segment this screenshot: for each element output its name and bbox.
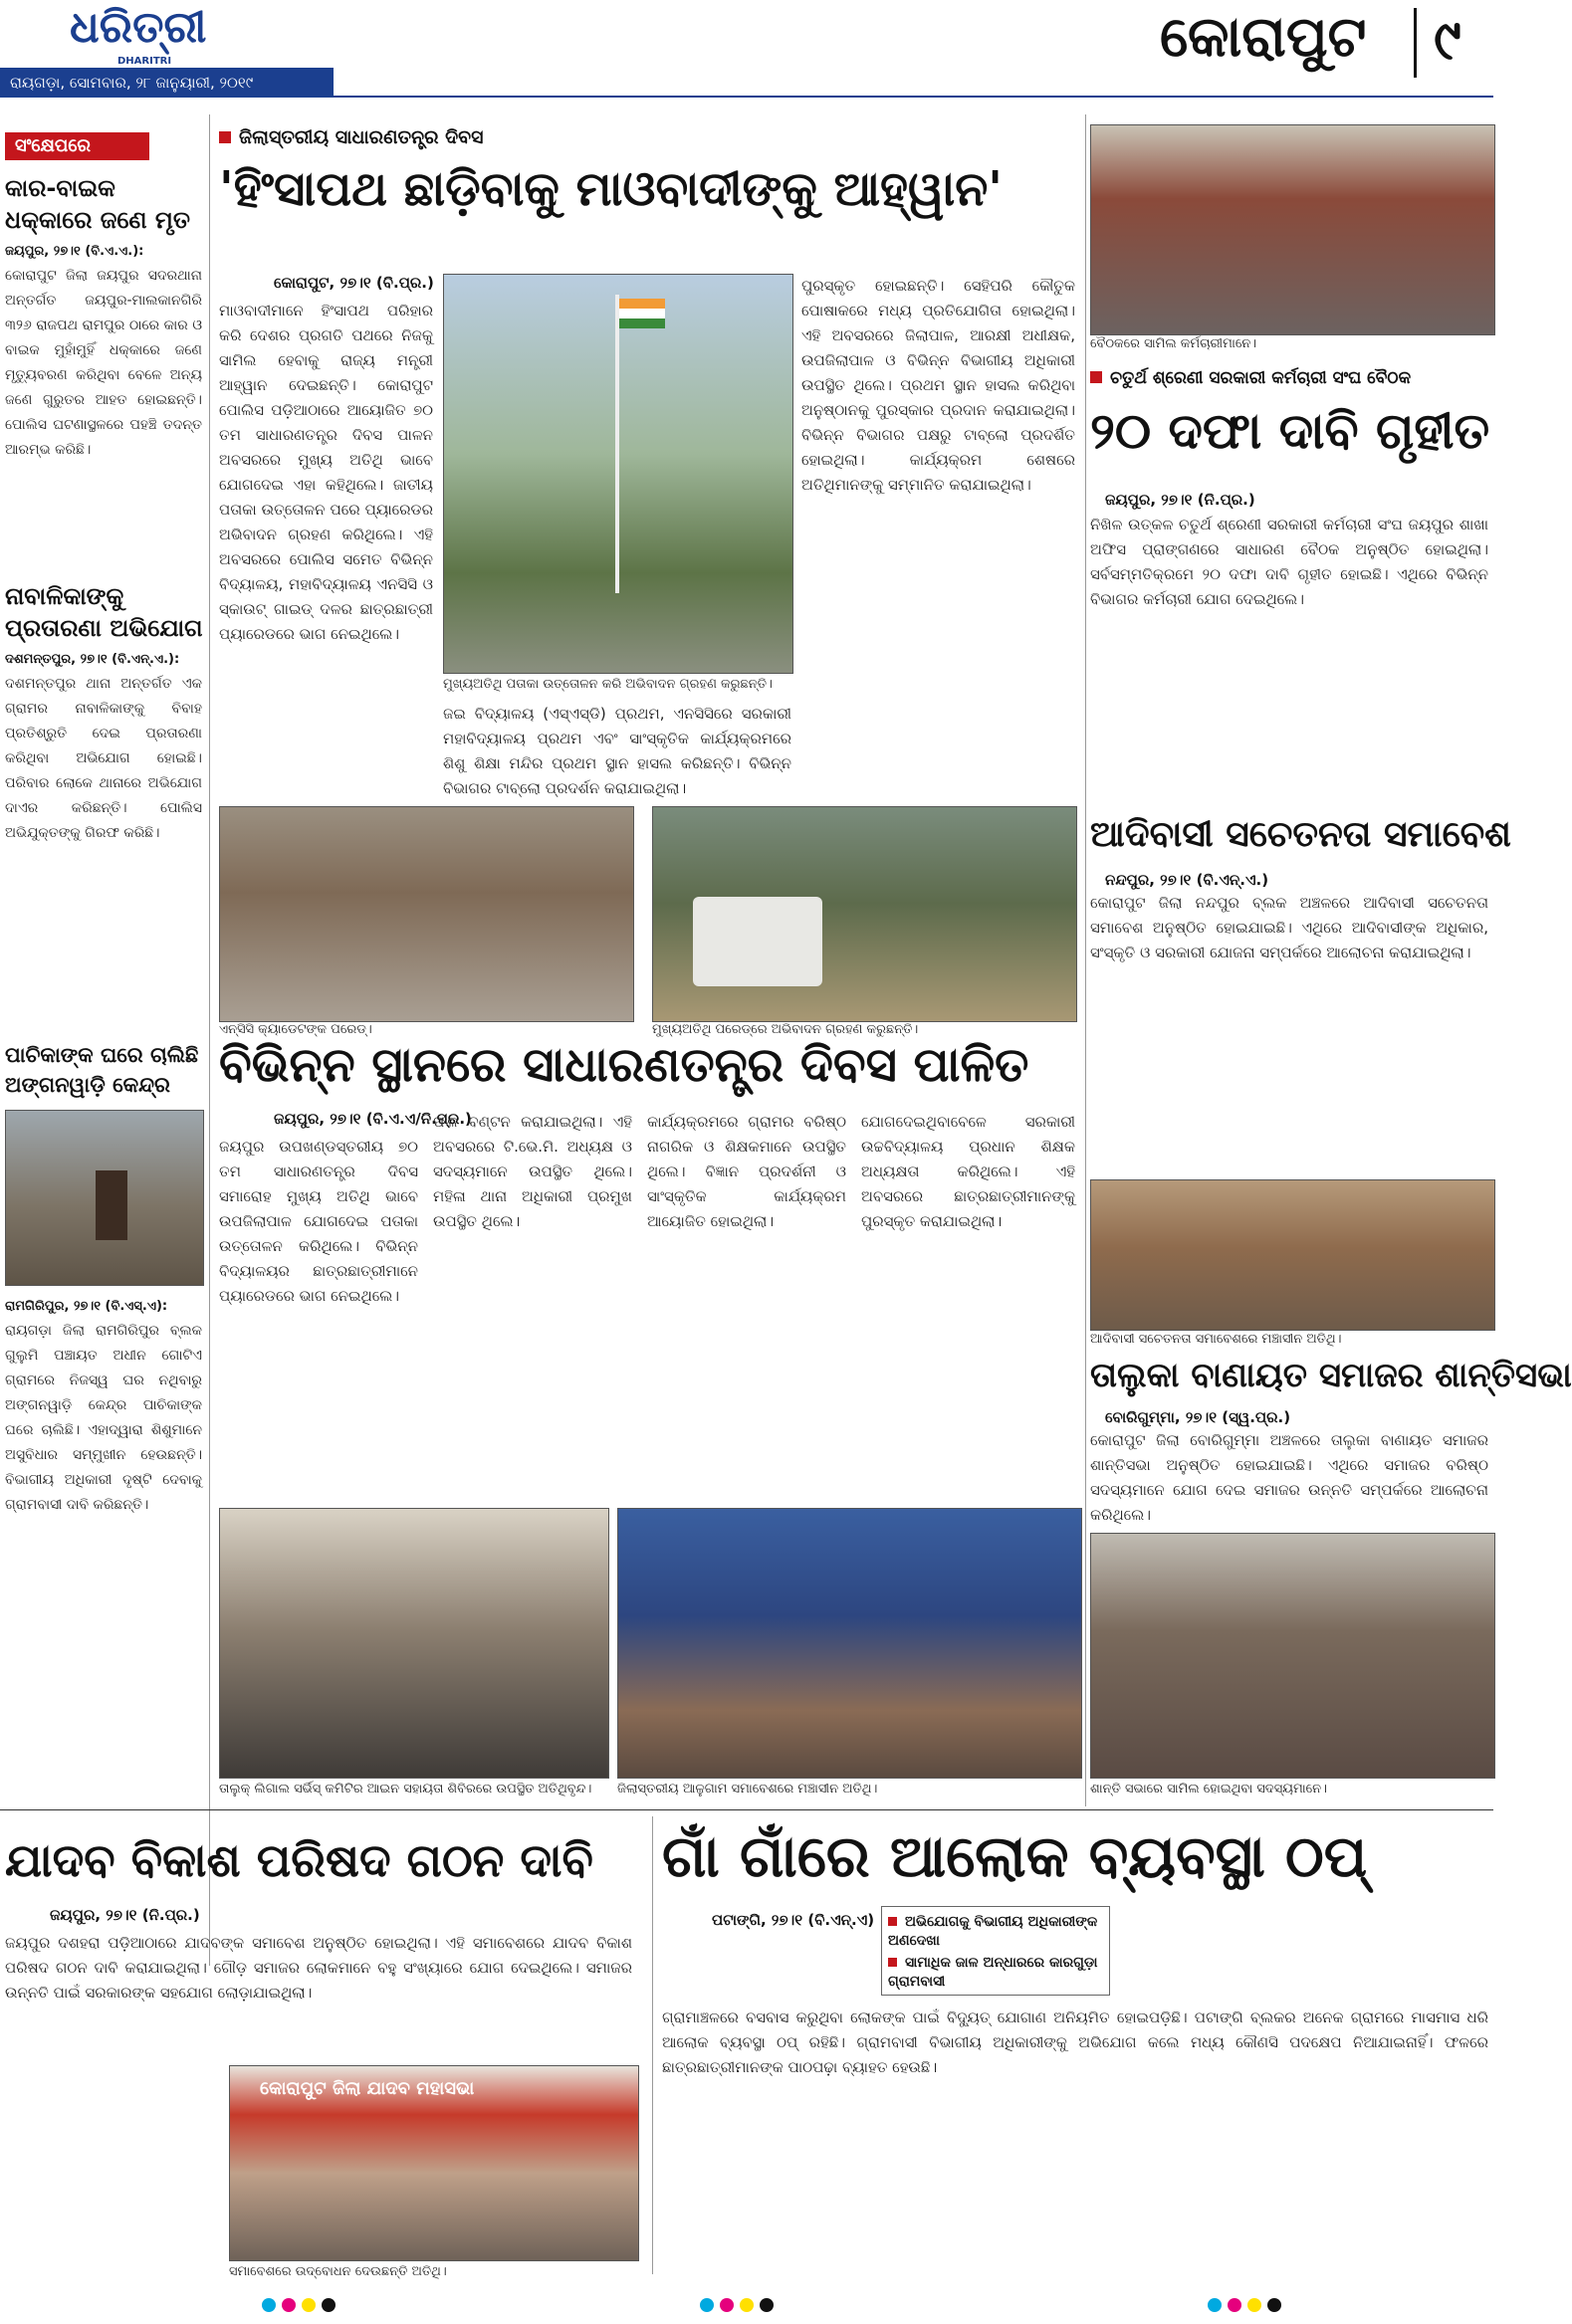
tribal-photo-caption: ଆଦିବାସୀ ସଚେତନତା ସମାବେଶରେ ମଞ୍ଚାସୀନ ଅତିଥି। xyxy=(1090,1332,1342,1347)
story1-headline: ୨୦ ଦଫା ଦାବି ଗୃହୀତ xyxy=(1090,402,1490,460)
bottom-right-story xyxy=(657,1816,1493,2314)
employees-meeting-photo xyxy=(1090,124,1495,335)
lead-headline: 'ହିଂସାପଥ ଛାଡ଼ିବାକୁ ମାଓବାଦୀଙ୍କୁ ଆହ୍ୱାନ' xyxy=(219,161,1003,217)
story2-body: କୋରାପୁଟ ଜିଲା ନନ୍ଦପୁର ବ୍ଲକ ଅଞ୍ଚଳରେ ଆଦିବାସୀ ସଚେତନତା ସମାବେଶ ଅନୁଷ୍ଠିତ ହୋଇଯାଇଛି। ଏଥିରେ ଆଦିବାସୀଙ୍କ ଅଧିକାର, ସଂସ୍କୃତି ଓ ସରକାରୀ ଯୋଜନା ସମ୍ପର୍କରେ ଆଲୋଚନା କରାଯାଇଥିଲା। xyxy=(1090,894,1488,961)
sidebar xyxy=(0,114,204,1971)
lead-dateline: କୋରାପୁଟ, ୨୭।୧ (ବି.ପ୍ର.) xyxy=(274,274,434,292)
peace-meeting-photo xyxy=(1090,1533,1495,1779)
bottom-left-story xyxy=(0,1816,647,2314)
masthead-rule xyxy=(334,96,1493,98)
sidebar-story1-dateline: ଜୟପୁର, ୨୭।୧ (ବି.ଏ.ଏ.): xyxy=(5,244,144,259)
house-door xyxy=(96,1170,127,1240)
stage-meeting-photo xyxy=(617,1508,1082,1779)
yadav-headline: ଯାଦବ ବିକାଶ ପରିଷଦ ଗଠନ ଦାବି xyxy=(5,1833,593,1887)
republic-col2: ଫଳ ବଣ୍ଟନ କରାଯାଇଥିଲା। ଏହି ଅବସରରେ ଟି.ଭେ.ମି. ଅଧ୍ୟକ୍ଷ ଓ ସଦସ୍ୟମାନେ ଉପସ୍ଥିତ ଥିଲେ। ମହିଳା ଥାନା ଅଧିକାରୀ ପ୍ରମୁଖ ଉପସ୍ଥିତ ଥିଲେ। xyxy=(433,1113,632,1230)
masthead xyxy=(0,0,1493,100)
page-number: ୯ xyxy=(1434,8,1461,73)
sidebar-tag: ସଂକ୍ଷେପରେ xyxy=(5,132,149,160)
tribal-meeting-photo xyxy=(1090,1179,1495,1331)
jeep xyxy=(693,897,822,986)
yadav-photo-caption: ସମାବେଶରେ ଉଦ୍ବୋଧନ ଦେଉଛନ୍ତି ଅତିଥି। xyxy=(229,2264,447,2279)
republic-dateline: ଜୟପୁର, ୨୭।୧ (ବି.ଏ.ଏ/ନି.ପ୍ର.) xyxy=(274,1110,472,1128)
lead-body-left: ମାଓବାଦୀମାନେ ହିଂସାପଥ ପରିହାର କରି ଦେଶର ପ୍ରଗତି ପଥରେ ନିଜକୁ ସାମିଲ ହେବାକୁ ରାଜ୍ୟ ମନ୍ତ୍ରୀ ଆହ୍ୱାନ ଦେଇଛନ୍ତି। କୋରାପୁଟ ପୋଲିସ ପଡ଼ିଆଠାରେ ଆୟୋଜିତ ୭୦ ତମ ସାଧାରଣତନ୍ତ୍ର ଦିବସ ପାଳନ ଅବସରରେ ମୁଖ୍ୟ ଅତିଥି ଭାବେ ଯୋଗଦେଇ ଏହା କହିଥିଲେ। ଜାତୀୟ ପତାକା ଉତ୍ତୋଳନ ପରେ ପ୍ୟାରେଡର ଅଭିବାଦନ ଗ୍ରହଣ କରିଥିଲେ। ଏହି ଅବସରରେ ପୋଲିସ ସମେତ ବିଭିନ୍ନ ବିଦ୍ୟାଳୟ, ମହାବିଦ୍ୟାଳୟ ଏନସିସି ଓ ସ୍କାଉଟ୍ ଗାଇଡ୍ ଦଳର ଛାତ୍ରଛାତ୍ରୀ ପ୍ୟାରେଡରେ ଭାଗ ନେଇଥିଲେ। xyxy=(219,302,433,643)
light-headline: ଗାଁ ଗାଁରେ ଆଲୋକ ବ୍ୟବସ୍ଥା ଠପ୍ xyxy=(662,1822,1368,1890)
legal-camp-caption: ତାଲୁକ୍ ଲିଗାଲ ସର୍ଭିସ୍ କମିଟିର ଆଇନ ସହାୟତା ଶିବିରରେ ଉପସ୍ଥିତ ଅତିଥିବୃନ୍ଦ। xyxy=(219,1782,592,1796)
story1-kicker-text: ଚତୁର୍ଥ ଶ୍ରେଣୀ ସରକାରୀ କର୍ମଚାରୀ ସଂଘ ବୈଠକ xyxy=(1110,368,1412,388)
lead-body-mid: ଜଇ ବିଦ୍ୟାଳୟ (ଏସ୍‌ଏସ୍‌ଡି) ପ୍ରଥମ, ଏନସିସିରେ ସରକାରୀ ମହାବିଦ୍ୟାଳୟ ପ୍ରଥମ ଏବଂ ସାଂସ୍କୃତିକ କାର୍ଯ୍ୟକ୍ରମରେ ଶିଶୁ ଶିକ୍ଷା ମନ୍ଦିର ପ୍ରଥମ ସ୍ଥାନ ହାସଲ କରିଛନ୍ତି। ବିଭିନ୍ନ ବିଭାଗର ଟାବ୍ଲୋ ପ୍ରଦର୍ଶନ କରାଯାଇଥିଲା। xyxy=(443,705,791,797)
sidebar-divider xyxy=(209,114,210,1966)
sidebar-story3-headline: ପାଚିକାଙ୍କ ଘରେ ଚାଲିଛି ଅଙ୍ଗନୱାଡ଼ି କେନ୍ଦ୍ର xyxy=(5,1043,199,1097)
masthead-divider xyxy=(1414,8,1417,78)
parade-photo xyxy=(219,806,634,1022)
peace-meeting-caption: ଶାନ୍ତି ସଭାରେ ସାମିଲ ହୋଇଥିବା ସଦସ୍ୟମାନେ। xyxy=(1090,1782,1327,1796)
flag xyxy=(619,299,665,328)
story1-kicker xyxy=(1090,368,1493,388)
light-highlight-box xyxy=(881,1906,1110,1996)
right-column xyxy=(1090,114,1572,1806)
logo-subtitle: DHARITRI xyxy=(117,56,172,67)
light-body: ଗ୍ରାମାଞ୍ଚଳରେ ବସବାସ କରୁଥିବା ଲୋକଙ୍କ ପାଇଁ ବିଦ୍ୟୁତ୍ ଯୋଗାଣ ଅନିୟମିତ ହୋଇପଡ଼ିଛି। ପଟାଙ୍ଗି ବ୍ଲକର ଅନେକ ଗ୍ରାମରେ ମାସମାସ ଧରି ଆଲୋକ ବ୍ୟବସ୍ଥା ଠପ୍ ରହିଛି। ଗ୍ରାମବାସୀ ବିଭାଗୀୟ ଅଧିକାରୀଙ୍କୁ ଅଭିଯୋଗ କଲେ ମଧ୍ୟ କୌଣସି ପଦକ୍ଷେପ ନିଆଯାଇନାହିଁ। ଫଳରେ ଛାତ୍ରଛାତ୍ରୀମାନଙ୍କ ପାଠପଢ଼ା ବ୍ୟାହତ ହେଉଛି। xyxy=(662,2008,1488,2076)
color-dots-2 xyxy=(697,2297,777,2316)
yadav-body: ଜୟପୁର ଦଶହରା ପଡ଼ିଆଠାରେ ଯାଦବଙ୍କ ସମାବେଶ ଅନୁଷ୍ଠିତ ହୋଇଥିଲା। ଏହି ସମାବେଶରେ ଯାଦବ ବିକାଶ ପରିଷଦ ଗଠନ ଦାବି କରାଯାଇଥିଲା। ଗୌଡ଼ ସମାଜର ଲୋକମାନେ ବହୁ ସଂଖ୍ୟାରେ ଯୋଗ ଦେଇଥିଲେ। ସମାଜର ଉନ୍ନତି ପାଇଁ ସରକାରଙ୍କ ସହଯୋଗ ଲୋଡ଼ାଯାଇଥିଲା। xyxy=(5,1934,632,2002)
yadav-banner-text: କୋରାପୁଟ ଜିଲା ଯାଦବ ମହାସଭା xyxy=(260,2078,475,2099)
sidebar-story2-dateline: ଦଶମନ୍ତପୁର, ୨୭।୧ (ବି.ଏନ୍.ଏ.): xyxy=(5,652,180,667)
sidebar-story3-body: ରାୟଗଡ଼ା ଜିଲା ରାମଗିରିପୁର ବ୍ଲକ ଗୁଲୁମି ପଞ୍ଚାୟତ ଅଧୀନ ଗୋଟିଏ ଗ୍ରାମରେ ନିଜସ୍ୱ ଘର ନଥିବାରୁ ଅଙ୍ଗନୱାଡ଼ି କେନ୍ଦ୍ର ପାଚିକାଙ୍କ ଘରେ ଚାଲିଛି। ଏହାଦ୍ୱାରା ଶିଶୁମାନେ ଅସୁବିଧାର ସମ୍ମୁଖୀନ ହେଉଛନ୍ତି। ବିଭାଗୀୟ ଅଧିକାରୀ ଦୃଷ୍ଟି ଦେବାକୁ ଗ୍ରାମବାସୀ ଦାବି କରିଛନ୍ତି। xyxy=(5,1323,202,1513)
light-dateline: ପଟାଙ୍ଗି, ୨୭।୧ (ବି.ଏନ୍.ଏ) xyxy=(712,1911,875,1929)
bottom-section-divider xyxy=(0,1809,1493,1810)
flag-hoisting-photo xyxy=(443,274,793,674)
yadav-rally-photo xyxy=(229,2065,639,2261)
registration-marks xyxy=(0,2297,1493,2319)
story3-body: କୋରାପୁଟ ଜିଲା ବୋରିଗୁମ୍ମା ଅଞ୍ଚଳରେ ତାଲୁକା ବାଣାୟତ ସମାଜର ଶାନ୍ତିସଭା ଅନୁଷ୍ଠିତ ହୋଇଯାଇଛି। ଏଥିରେ ସମାଜର ବରିଷ୍ଠ ସଦସ୍ୟମାନେ ଯୋଗ ଦେଇ ସମାଜର ଉନ୍ନତି ସମ୍ପର୍କରେ ଆଲୋଚନା କରିଥିଲେ। xyxy=(1090,1431,1488,1524)
yadav-dateline: ଜୟପୁର, ୨୭।୧ (ନି.ପ୍ର.) xyxy=(50,1906,200,1924)
highlight-item-1: ଅଭିଯୋଗକୁ ବିଭାଗୀୟ ଅଧିକାରୀଙ୍କ ଅଣଦେଖା xyxy=(888,1914,1098,1949)
story2-headline: ଆଦିବାସୀ ସଚେତନତା ସମାବେଶ xyxy=(1090,814,1511,855)
flag-pole xyxy=(615,295,619,593)
republic-col3: କାର୍ଯ୍ୟକ୍ରମରେ ଗ୍ରାମର ବରିଷ୍ଠ ନାଗରିକ ଓ ଶିକ୍ଷକମାନେ ଉପସ୍ଥିତ ଥିଲେ। ବିଜ୍ଞାନ ପ୍ରଦର୍ଶନୀ ଓ ସାଂସ୍କୃତିକ କାର୍ଯ୍ୟକ୍ରମ ଆୟୋଜିତ ହୋଇଥିଲା। xyxy=(647,1113,846,1230)
republic-story xyxy=(214,1035,1080,1503)
story3-dateline: ବୋରିଗୁମ୍ମା, ୨୭।୧ (ସ୍ୱ.ପ୍ର.) xyxy=(1105,1408,1291,1426)
right-column-divider xyxy=(1085,114,1086,1806)
story1-dateline: ଜୟପୁର, ୨୭।୧ (ନି.ପ୍ର.) xyxy=(1105,491,1255,509)
sidebar-story3-dateline: ରାମଗିରିପୁର, ୨୭।୧ (ବି.ଏସ୍.ଏ): xyxy=(5,1299,168,1314)
kicker-marker xyxy=(219,131,231,143)
story1-kicker-marker xyxy=(1090,371,1102,383)
masthead-dateline: ରାୟଗଡ଼ା, ସୋମବାର, ୨୮ ଜାନୁୟାରୀ, ୨୦୧୯ xyxy=(0,68,334,98)
republic-headline: ବିଭିନ୍ନ ସ୍ଥାନରେ ସାଧାରଣତନ୍ତ୍ର ଦିବସ ପାଳିତ xyxy=(219,1037,1029,1093)
section-title: କୋରାପୁଟ xyxy=(1160,5,1367,70)
color-dots-3 xyxy=(1205,2297,1284,2316)
story2-dateline: ନନ୍ଦପୁର, ୨୭।୧ (ବି.ଏନ୍.ଏ.) xyxy=(1105,871,1269,889)
jeep-parade-photo xyxy=(652,806,1077,1022)
sidebar-story2-body: ଦଶମନ୍ତପୁର ଥାନା ଅନ୍ତର୍ଗତ ଏକ ଗ୍ରାମର ନାବାଳିକାଙ୍କୁ ବିବାହ ପ୍ରତିଶ୍ରୁତି ଦେଇ ପ୍ରତାରଣା କରିଥିବା ଅଭିଯୋଗ ହୋଇଛି। ପରିବାର ଲୋକେ ଥାନାରେ ଅଭିଯୋଗ ଦାଏର କରିଛନ୍ତି। ପୋଲିସ ଅଭିଯୁକ୍ତଙ୍କୁ ଗିରଫ କରିଛି। xyxy=(5,676,202,841)
legal-camp-photo xyxy=(219,1508,609,1779)
anganwadi-photo xyxy=(5,1110,204,1286)
republic-col1: ଜୟପୁର ଉପଖଣ୍ଡସ୍ତରୀୟ ୭୦ ତମ ସାଧାରଣତନ୍ତ୍ର ଦିବସ ସମାରୋହ ମୁଖ୍ୟ ଅତିଥି ଭାବେ ଉପଜିଲାପାଳ ଯୋଗଦେଇ ପତାକା ଉତ୍ତୋଳନ କରିଥିଲେ। ବିଭିନ୍ନ ବିଦ୍ୟାଳୟର ଛାତ୍ରଛାତ୍ରୀମାନେ ପ୍ୟାରେଡରେ ଭାଗ ନେଇଥିଲେ। xyxy=(219,1138,418,1305)
color-dots-1 xyxy=(259,2297,338,2316)
lead-kicker-text: ଜିଲାସ୍ତରୀୟ ସାଧାରଣତନ୍ତ୍ର ଦିବସ xyxy=(239,126,484,148)
sidebar-story2-headline: ନାବାଳିକାଙ୍କୁ ପ୍ରତାରଣା ଅଭିଯୋଗ xyxy=(5,582,203,642)
sidebar-story1-headline: କାର-ବାଇକ ଧକ୍କାରେ ଜଣେ ମୃତ xyxy=(5,174,190,234)
bottom-divider xyxy=(652,1816,653,2274)
stage-meeting-caption: ଜିଲାସ୍ତରୀୟ ଆଳୁଗାମ ସମାବେଶରେ ମଞ୍ଚାସୀନ ଅତିଥି। xyxy=(617,1782,878,1796)
parade-photo-caption: ଏନ୍‌ସିସି କ୍ୟାଡେଟଙ୍କ ପରେଡ୍। xyxy=(219,1022,372,1037)
story1-body: ନିଖିଳ ଉତ୍କଳ ଚତୁର୍ଥ ଶ୍ରେଣୀ ସରକାରୀ କର୍ମଚାରୀ ସଂଘ ଜୟପୁର ଶାଖା ଅଫିସ ପ୍ରାଙ୍ଗଣରେ ସାଧାରଣ ବୈଠକ ଅନୁଷ୍ଠିତ ହୋଇଥିଲା। ସର୍ବସମ୍ମତିକ୍ରମେ ୨୦ ଦଫା ଦାବି ଗୃହୀତ ହୋଇଛି। ଏଥିରେ ବିଭିନ୍ନ ବିଭାଗର କର୍ମଚାରୀ ଯୋଗ ଦେଇଥିଲେ। xyxy=(1090,516,1488,608)
employees-photo-caption: ବୈଠକରେ ସାମିଲ କର୍ମଚାରୀମାନେ। xyxy=(1090,336,1257,351)
story3-headline: ତାଲୁକା ବାଣାୟତ ସମାଜର ଶାନ୍ତିସଭା xyxy=(1090,1356,1572,1395)
republic-col4: ଯୋଗଦେଇଥିବାବେଳେ ସରକାରୀ ଉଚ୍ଚବିଦ୍ୟାଳୟ ପ୍ରଧାନ ଶିକ୍ଷକ ଅଧ୍ୟକ୍ଷତା କରିଥିଲେ। ଏହି ଅବସରରେ ଛାତ୍ରଛାତ୍ରୀମାନଙ୍କୁ ପୁରସ୍କୃତ କରାଯାଇଥିଲା। xyxy=(861,1113,1075,1230)
logo: ଧରିତ୍ରୀ xyxy=(70,2,207,53)
highlight-item-2: ସାମାଧିକ ଜାଳ ଅନ୍ଧାରରେ କାରଗୁଡ଼ା ଗ୍ରାମବାସୀ xyxy=(888,1955,1098,1990)
lead-story xyxy=(214,105,1080,1035)
jeep-photo-caption: ମୁଖ୍ୟଅତିଥି ପରେଡ୍‌ରେ ଅଭିବାଦନ ଗ୍ରହଣ କରୁଛନ୍ତି। xyxy=(652,1022,919,1037)
sidebar-story1-body: କୋରାପୁଟ ଜିଲା ଜୟପୁର ସଦରଥାନା ଅନ୍ତର୍ଗତ ଜୟପୁର-ମାଲକାନଗିରି ୩୨୬ ରାଜପଥ ରାମପୁର ଠାରେ କାର ଓ ବାଇକ ମୁହାଁମୁହିଁ ଧକ୍କାରେ ଜଣେ ମୃତ୍ୟୁବରଣ କରିଥିବା ବେଳେ ଅନ୍ୟ ଜଣେ ଗୁରୁତର ଆହତ ହୋଇଛନ୍ତି। ପୋଲିସ ଘଟଣାସ୍ଥଳରେ ପହଞ୍ଚି ତଦନ୍ତ ଆରମ୍ଭ କରିଛି। xyxy=(5,268,202,458)
flag-photo-caption: ମୁଖ୍ୟଅତିଥି ପତାକା ଉତ୍ତୋଳନ କରି ଅଭିବାଦନ ଗ୍ରହଣ କରୁଛନ୍ତି। xyxy=(443,677,773,692)
lead-kicker xyxy=(219,126,484,148)
lead-body-right: ପୁରସ୍କୃତ ହୋଇଛନ୍ତି। ସେହିପରି କୌତୁକ ପୋଷାକରେ ମଧ୍ୟ ପ୍ରତିଯୋଗିତା ହୋଇଥିଲା। ଏହି ଅବସରରେ ଜିଲାପାଳ, ଆରକ୍ଷୀ ଅଧୀକ୍ଷକ, ଉପଜିଲାପାଳ ଓ ବିଭିନ୍ନ ବିଭାଗୀୟ ଅଧିକାରୀ ଉପସ୍ଥିତ ଥିଲେ। ପ୍ରଥମ ସ୍ଥାନ ହାସଲ କରିଥିବା ଅନୁଷ୍ଠାନକୁ ପୁରସ୍କାର ପ୍ରଦାନ କରାଯାଇଥିଲା। ବିଭିନ୍ନ ବିଭାଗର ପକ୍ଷରୁ ଟାବ୍ଲୋ ପ୍ରଦର୍ଶିତ ହୋଇଥିଲା। କାର୍ଯ୍ୟକ୍ରମ ଶେଷରେ ଅତିଥିମାନଙ୍କୁ ସମ୍ମାନିତ କରାଯାଇଥିଲା। xyxy=(801,277,1075,494)
